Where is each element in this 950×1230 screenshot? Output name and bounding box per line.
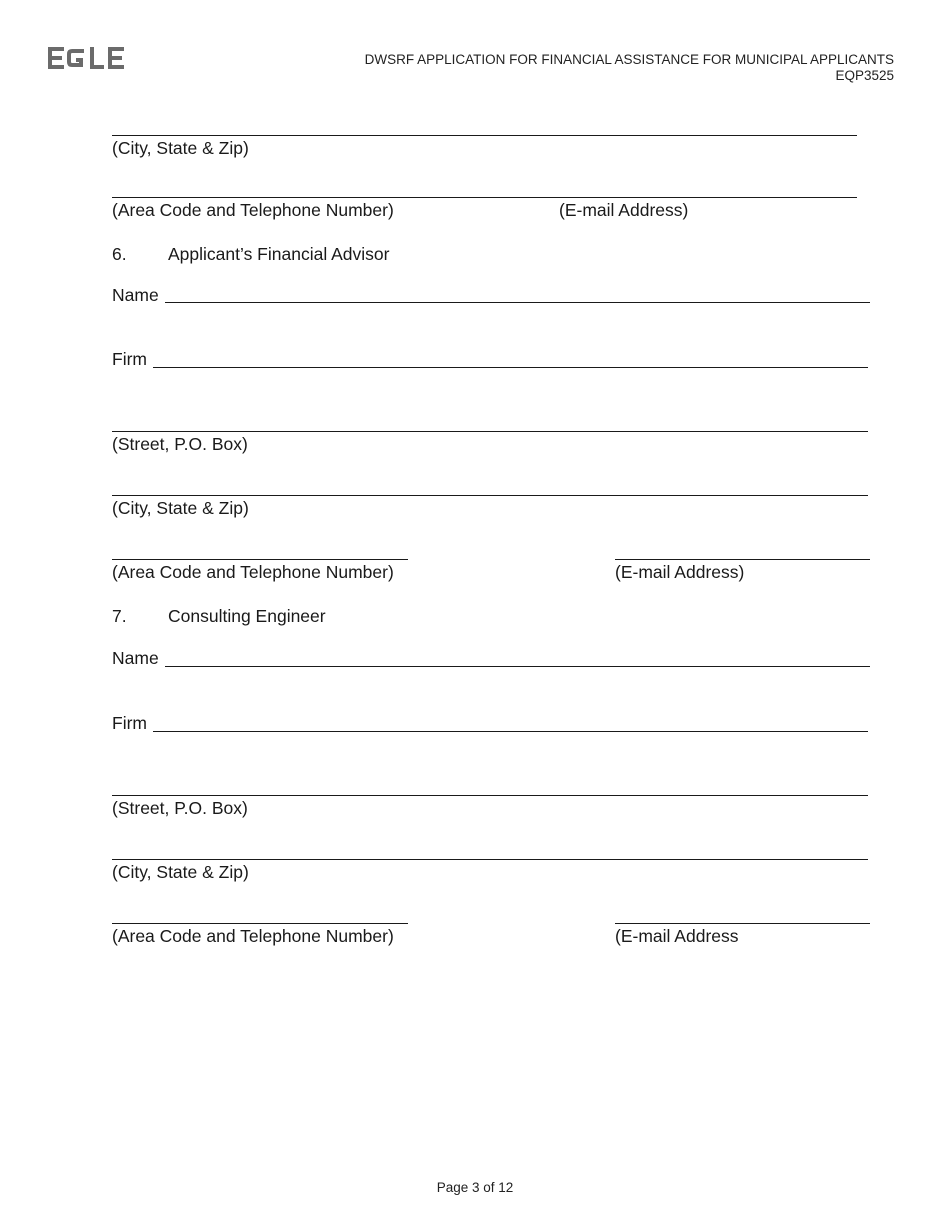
prior-city-state-zip-label: (City, State & Zip) (112, 138, 249, 158)
section-6-email-label: (E-mail Address) (615, 562, 745, 582)
section-6-title: Applicant’s Financial Advisor (168, 244, 390, 264)
section-6-name-field[interactable] (165, 302, 870, 303)
egle-logo (46, 44, 128, 72)
section-7-city-field[interactable] (112, 859, 868, 860)
section-6-phone-label: (Area Code and Telephone Number) (112, 562, 394, 582)
section-7-city-label: (City, State & Zip) (112, 862, 249, 882)
page-number: Page 3 of 12 (436, 1180, 514, 1195)
section-6-street-label: (Street, P.O. Box) (112, 434, 248, 454)
prior-phone-label: (Area Code and Telephone Number) (112, 200, 394, 220)
section-7-number: 7. (112, 606, 127, 626)
section-6-street-field[interactable] (112, 431, 868, 432)
section-6-city-label: (City, State & Zip) (112, 498, 249, 518)
section-6-name-label: Name (112, 285, 159, 305)
section-7-phone-field[interactable] (112, 923, 408, 924)
section-6-firm-label: Firm (112, 349, 147, 369)
section-7-firm-label: Firm (112, 713, 147, 733)
section-7-street-label: (Street, P.O. Box) (112, 798, 248, 818)
form-header (365, 52, 894, 84)
section-7-firm-field[interactable] (153, 731, 868, 732)
section-7-phone-label: (Area Code and Telephone Number) (112, 926, 394, 946)
section-7-name-label: Name (112, 648, 159, 668)
section-7-title: Consulting Engineer (168, 606, 326, 626)
form-number: EQP3525 (835, 68, 894, 83)
prior-city-state-zip-line[interactable] (112, 135, 857, 136)
section-7-name-field[interactable] (165, 666, 870, 667)
form-title: DWSRF APPLICATION FOR FINANCIAL ASSISTANCE FOR MUNICIPAL APPLICANTS (364, 52, 894, 67)
section-6-number: 6. (112, 244, 127, 264)
prior-phone-email-line[interactable] (112, 197, 857, 198)
section-6-email-field[interactable] (615, 559, 870, 560)
section-7-street-field[interactable] (112, 795, 868, 796)
section-6-phone-field[interactable] (112, 559, 408, 560)
section-6-city-field[interactable] (112, 495, 868, 496)
section-7-email-label: (E-mail Address (615, 926, 739, 946)
prior-email-label: (E-mail Address) (559, 200, 689, 220)
section-7-email-field[interactable] (615, 923, 870, 924)
section-6-firm-field[interactable] (153, 367, 868, 368)
